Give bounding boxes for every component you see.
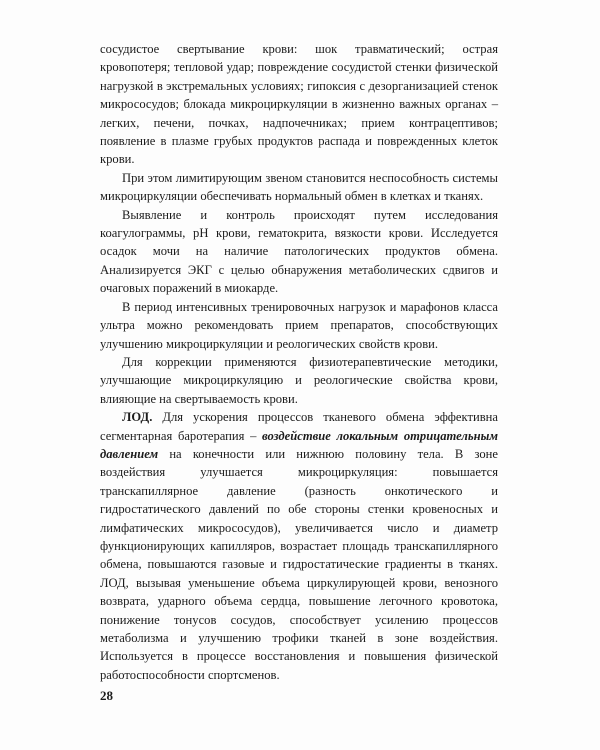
lod-heading: ЛОД.: [122, 410, 153, 425]
paragraph-1: сосудистое свертывание крови: шок травматический; острая кровопотеря; тепловой удар; повреждение сосудистой стенки физической нагрузкой в экстремальных условиях; гипоксия с дезорганизацией стенок микрососудов; блокада микроциркуляции в жизненно важных органах – легких, печени, почках, надпочечниках; прием контрацептивов; появление в плазме грубых продуктов распада и поврежденных клеток крови.: [100, 42, 498, 167]
paragraph-2: При этом лимитирующим звеном становится неспособность системы микроциркуляции обеспечивать нормальный обмен в клетках и тканях.: [100, 170, 498, 204]
paragraph-6-intro: Для ускорения процессов тканевого обмена эффективна сегментарная баротерапия –: [100, 410, 498, 443]
emphasis-term: воздействие локальным отрицательным давлением: [100, 428, 498, 461]
page-body: [100, 40, 498, 684]
paragraph-3: Выявление и контроль происходят путем исследования коагулограммы, pH крови, гематокрита, вязкости крови. Исследуется осадок мочи на наличие патологических продуктов обмена. Анализируется ЭКГ с целью обнаружения метаболических сдвигов и очаговых поражений в миокарде.: [100, 207, 498, 296]
page-number: 28: [100, 688, 113, 703]
paragraph-5: Для коррекции применяются физиотерапевтические методики, улучшающие микроциркуляцию и реологические свойства крови, влияющие на свертываемость крови.: [100, 354, 498, 406]
paragraph-6: [100, 408, 498, 684]
paragraph-6-body: на конечности или нижнюю половину тела. В зоне воздействия улучшается микроциркуляция: повышается транскапиллярное давление (разность онкотического и гидростатического давлений по обе стороны стенки кровеносных и лимфатических микрососудов), увеличивается число и диаметр функционирующих капилляров, возрастает площадь транскапиллярного обмена, повышаются газовые и гидростатические градиенты в тканях. ЛОД, вызывая уменьшение объема циркулирующей крови, венозного возврата, ударного объема сердца, повышение легочного кровотока, понижение тонусов сосудов, способствует усилению процессов метаболизма и улучшению трофики тканей в зоне воздействия. Используется в процессе восстановления и повышения физической работоспособности спортсменов.: [100, 446, 498, 682]
paragraph-4: В период интенсивных тренировочных нагрузок и марафонов класса ультра можно рекомендовать прием препаратов, способствующих улучшению микроциркуляции и реологических свойств крови.: [100, 299, 498, 351]
